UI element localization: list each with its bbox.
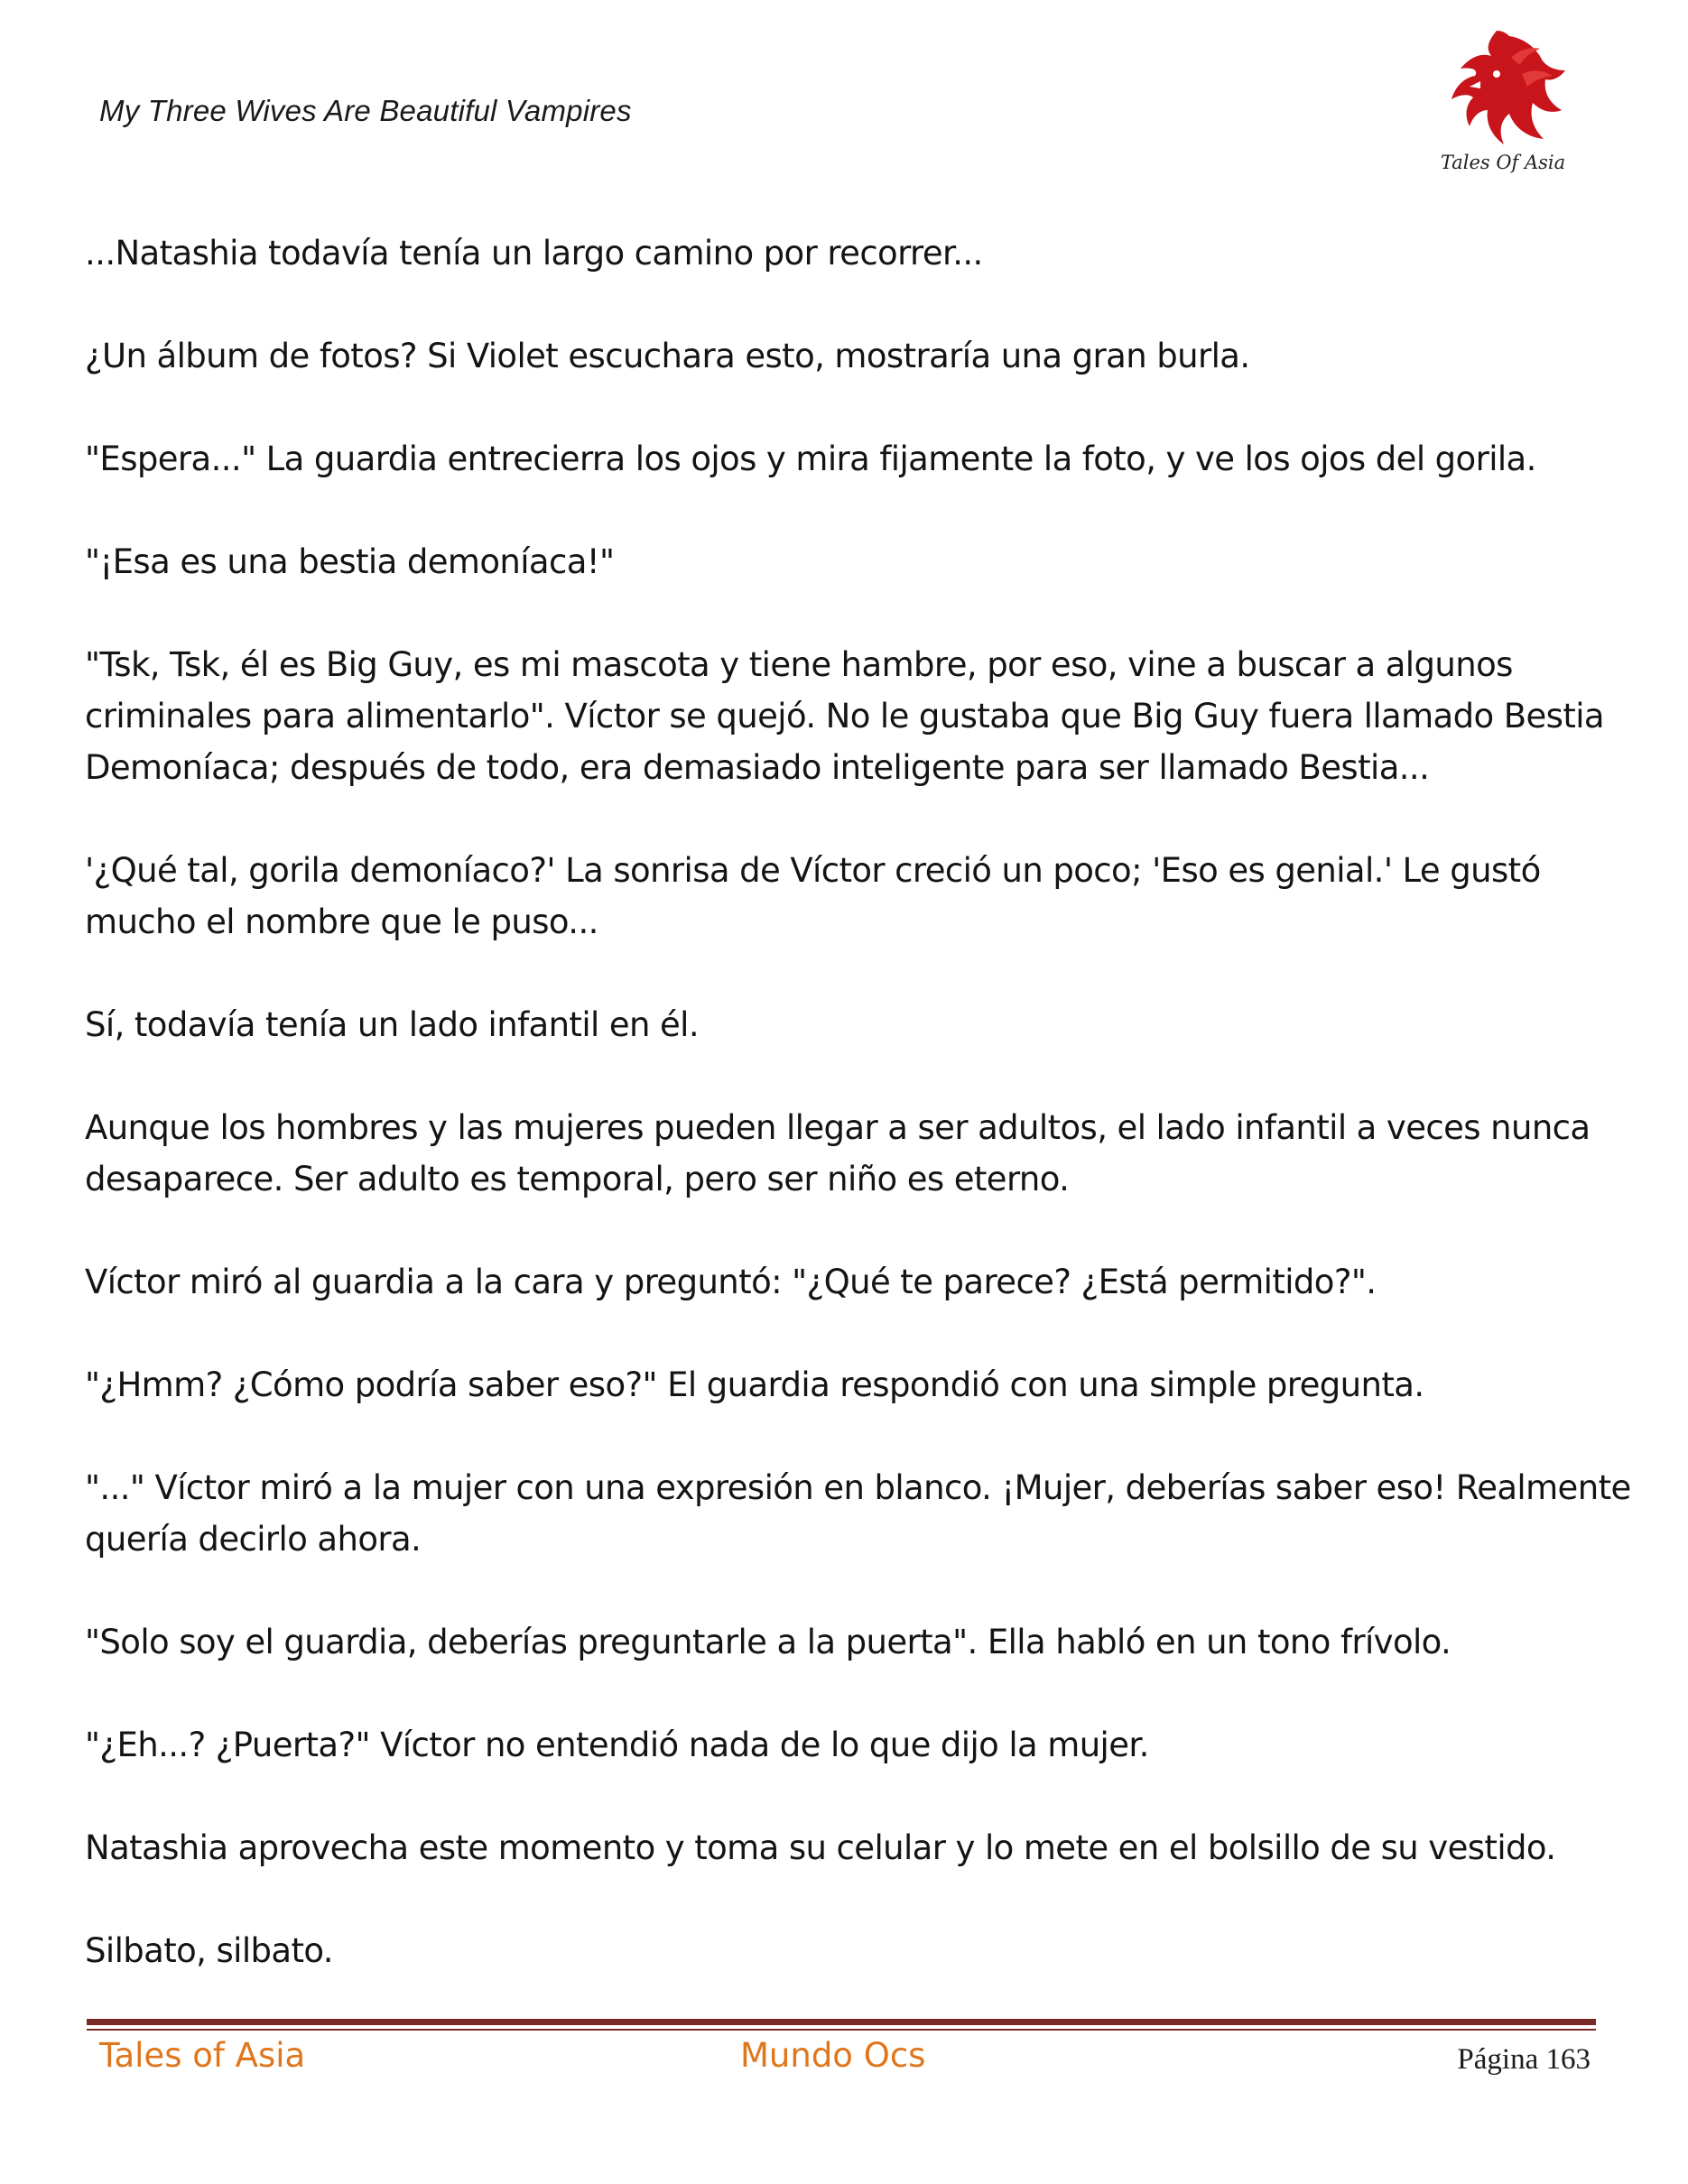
footer-divider-thick — [87, 2019, 1596, 2025]
paragraph: "Tsk, Tsk, él es Big Guy, es mi mascota y tiene hambre, por eso, vine a buscar a algunos criminales para alimentarlo". Víctor se quejó. No le gustaba que Big Guy fuera llamado Bestia Demoníaca; después de todo, era demasiado inteligente para ser llamado Bestia... — [85, 645, 1605, 787]
paragraph: Natashia aprovecha este momento y toma su celular y lo mete en el bolsillo de su vestido. — [85, 1828, 1556, 1867]
footer-divider-thin — [87, 2029, 1596, 2031]
paragraph: "¿Hmm? ¿Cómo podría saber eso?" El guardia respondió con una simple pregunta. — [85, 1365, 1424, 1404]
footer-publisher: Tales of Asia — [99, 2036, 306, 2075]
document-body — [85, 227, 1637, 2028]
paragraph: "Solo soy el guardia, deberías preguntarle a la puerta". Ella habló en un tono frívolo. — [85, 1623, 1451, 1661]
paragraph: Víctor miró al guardia a la cara y preguntó: "¿Qué te parece? ¿Está permitido?". — [85, 1263, 1377, 1301]
logo-text: Tales Of Asia — [1440, 152, 1566, 173]
page-number: Página 163 — [1457, 2043, 1591, 2076]
paragraph: '¿Qué tal, gorila demoníaco?' La sonrisa de Víctor creció un poco; 'Eso es genial.' Le gustó mucho el nombre que le puso... — [85, 851, 1541, 941]
paragraph: ¿Un álbum de fotos? Si Violet escuchara esto, mostraría una gran burla. — [85, 337, 1250, 375]
paragraph: "¿Eh...? ¿Puerta?" Víctor no entendió nada de lo que dijo la mujer. — [85, 1726, 1149, 1764]
paragraph: Aunque los hombres y las mujeres pueden llegar a ser adultos, el lado infantil a veces nunca desaparece. Ser adulto es temporal, pero ser niño es eterno. — [85, 1108, 1591, 1198]
paragraph: "Espera..." La guardia entrecierra los ojos y mira fijamente la foto, y ve los ojos del gorila. — [85, 440, 1536, 478]
paragraph: "..." Víctor miró a la mujer con una expresión en blanco. ¡Mujer, deberías saber eso! Realmente quería decirlo ahora. — [85, 1468, 1631, 1559]
footer-center-label: Mundo Ocs — [740, 2036, 926, 2075]
document-header-title: My Three Wives Are Beautiful Vampires — [99, 94, 632, 127]
paragraph: ...Natashia todavía tenía un largo camino por recorrer... — [85, 234, 983, 273]
paragraph: "¡Esa es una bestia demoníaca!" — [85, 542, 615, 581]
paragraph: Silbato, silbato. — [85, 1931, 333, 1970]
paragraph: Sí, todavía tenía un lado infantil en él. — [85, 1005, 700, 1044]
